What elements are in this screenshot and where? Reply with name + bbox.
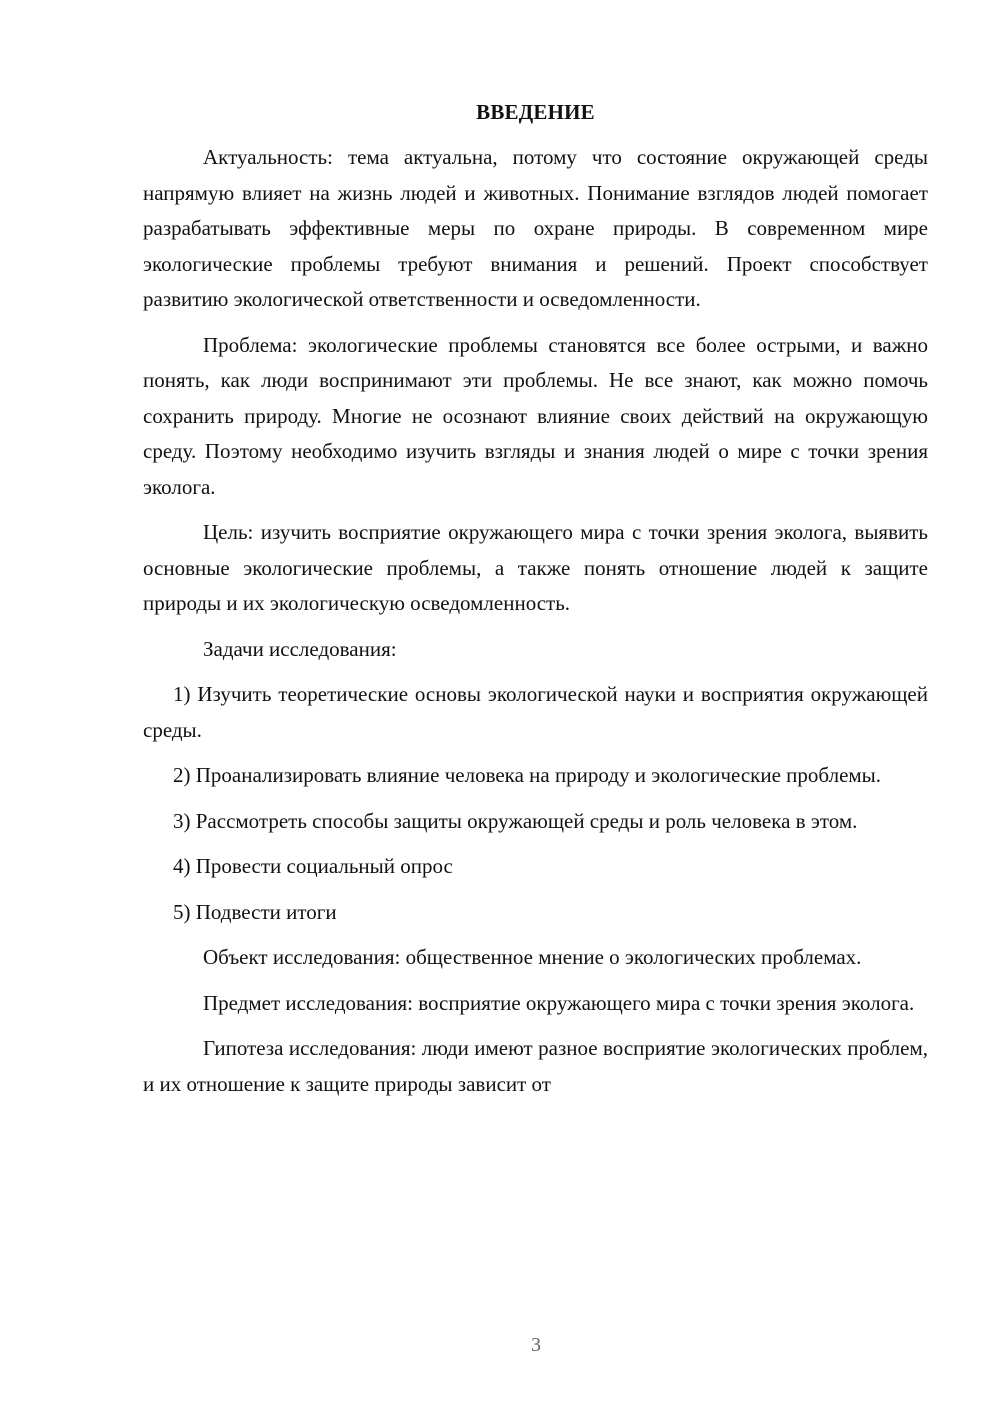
problem-paragraph: Проблема: экологические проблемы становятся все более острыми, и важно понять, как люди воспринимают эти проблемы. Не все знают, как можно помочь сохранить природу. Многие не осознают влияние своих действий на окружающую среду. Поэтому необходимо изучить взгляды и знания людей о мире с точки зрения эколога. xyxy=(143,332,928,499)
research-task-item: 4) Провести социальный опрос xyxy=(173,854,453,878)
research-task-item: 2) Проанализировать влияние человека на природу и экологические проблемы. xyxy=(173,763,882,787)
relevance-paragraph: Актуальность: тема актуальна, потому что состояние окружающей среды напрямую влияет на жизнь людей и животных. Понимание взглядов людей помогает разрабатывать эффективные меры по охране природы. В современном мире экологические проблемы требуют внимания и решений. Проект способствует развитию экологической ответственности и осведомленности. xyxy=(143,145,928,311)
research-tasks-heading: Задачи исследования: xyxy=(203,636,397,661)
research-task-item: 5) Подвести итоги xyxy=(173,899,337,924)
research-task-item: 3) Рассмотреть способы защиты окружающей среды и роль человека в этом. xyxy=(173,808,858,833)
document-content xyxy=(143,95,928,1112)
page-title: ВВЕДЕНИЕ xyxy=(476,100,595,124)
research-object-paragraph: Объект исследования: общественное мнение о экологических проблемах. xyxy=(203,945,862,969)
research-task-item: 1) Изучить теоретические основы экологической науки и восприятия окружающей среды. xyxy=(143,682,928,742)
research-hypothesis-paragraph: Гипотеза исследования: люди имеют разное восприятие экологических проблем, и их отношение к защите природы зависит от xyxy=(143,1036,928,1096)
goal-paragraph: Цель: изучить восприятие окружающего мира с точки зрения эколога, выявить основные экологические проблемы, а также понять отношение людей к защите природы и их экологическую осведомленность. xyxy=(143,520,928,615)
research-subject-paragraph: Предмет исследования: восприятие окружающего мира с точки зрения эколога. xyxy=(203,990,915,1015)
page-number: 3 xyxy=(531,1334,541,1356)
